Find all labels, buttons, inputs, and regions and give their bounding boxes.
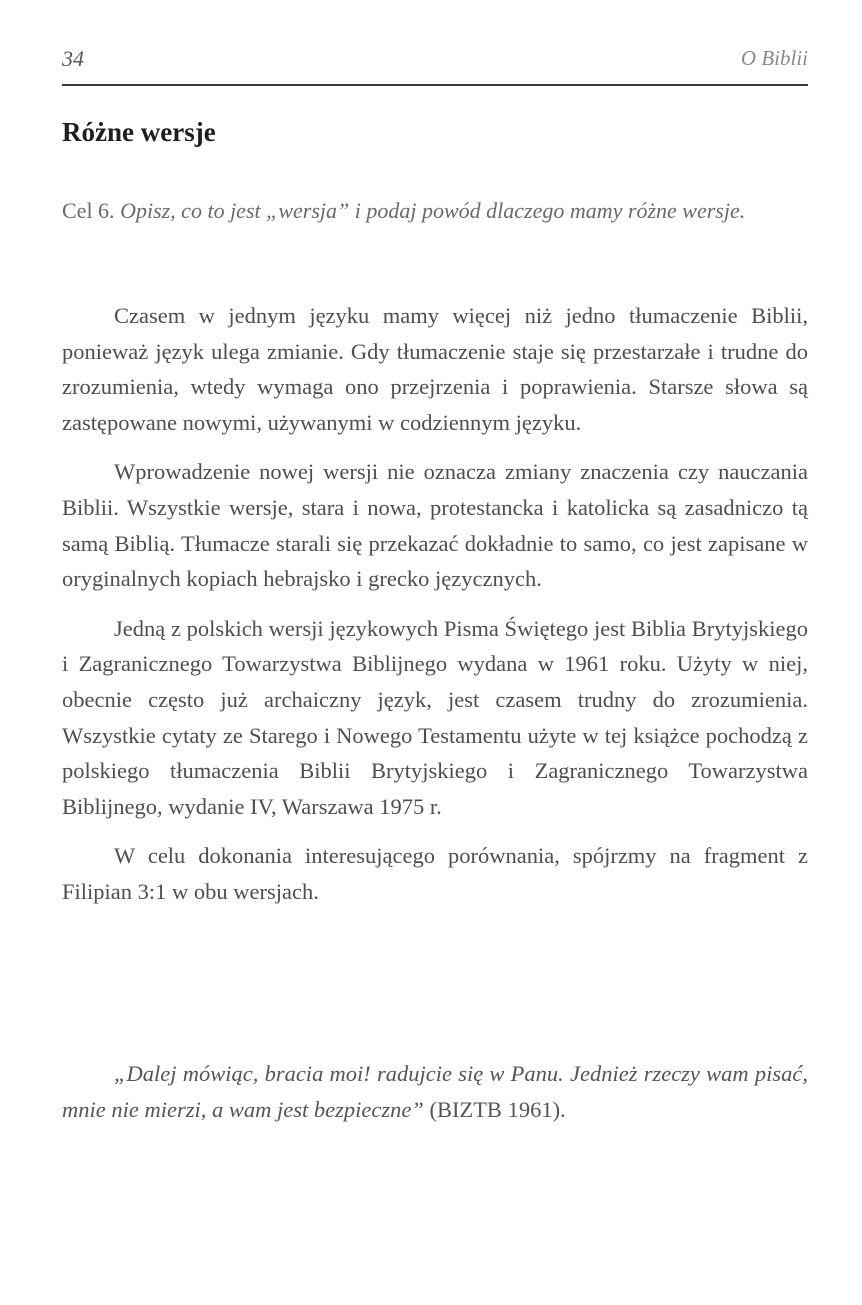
header-rule [62, 84, 808, 86]
goal-text: Opisz, co to jest „wersja” i podaj powód dlaczego mamy różne wersje. [120, 198, 746, 223]
page-number: 34 [62, 46, 84, 71]
page-header [62, 44, 808, 74]
running-title: O Biblii [740, 46, 808, 70]
paragraph: Czasem w jednym języku mamy więcej niż jedno tłumaczenie Biblii, ponieważ język ulega zmianie. Gdy tłumaczenie staje się przestarzałe i trudne do zrozumienia, wtedy wymaga ono przejrzenia i poprawienia. Starsze słowa są zastępowane nowymi, używanymi w codziennym języku. [62, 303, 808, 435]
paragraph: W celu dokonania interesującego porównania, spójrzmy na fragment z Filipian 3:1 w obu wersjach. [62, 843, 808, 904]
quote-text: „Dalej mówiąc, bracia moi! radujcie się w Panu. Jednież rzeczy wam pisać, mnie nie mierzi, a wam jest bezpieczne” [62, 1061, 808, 1122]
paragraph: Jedną z polskich wersji językowych Pisma Świętego jest Biblia Brytyjskiego i Zagranicznego Towarzystwa Biblijnego wydana w 1961 roku. Użyty w niej, obecnie często już archaiczny język, jest czasem trudny do zrozumienia. Wszystkie cytaty ze Starego i Nowego Testamentu użyte w tej książce pochodzą z polskiego tłumaczenia Biblii Brytyjskiego i Zagranicznego Towarzystwa Biblijnego, wydanie IV, Warszawa 1975 r. [62, 615, 808, 819]
body-text [62, 298, 808, 924]
goal-label: Cel 6. [62, 198, 115, 223]
paragraph: Wprowadzenie nowej wersji nie oznacza zmiany znaczenia czy nauczania Biblii. Wszystkie wersje, stara i nowa, protestancka i katolicka są zasadniczo tą samą Biblią. Tłumacze starali się przekazać dokładnie to samo, co jest zapisane w oryginalnych kopiach hebrajsko i grecko języcznych. [62, 459, 808, 592]
section-title: Różne wersje [62, 117, 216, 147]
bible-quote [62, 1056, 808, 1128]
quote-source: (BIZTB 1961). [429, 1097, 566, 1122]
learning-goal [62, 192, 808, 230]
